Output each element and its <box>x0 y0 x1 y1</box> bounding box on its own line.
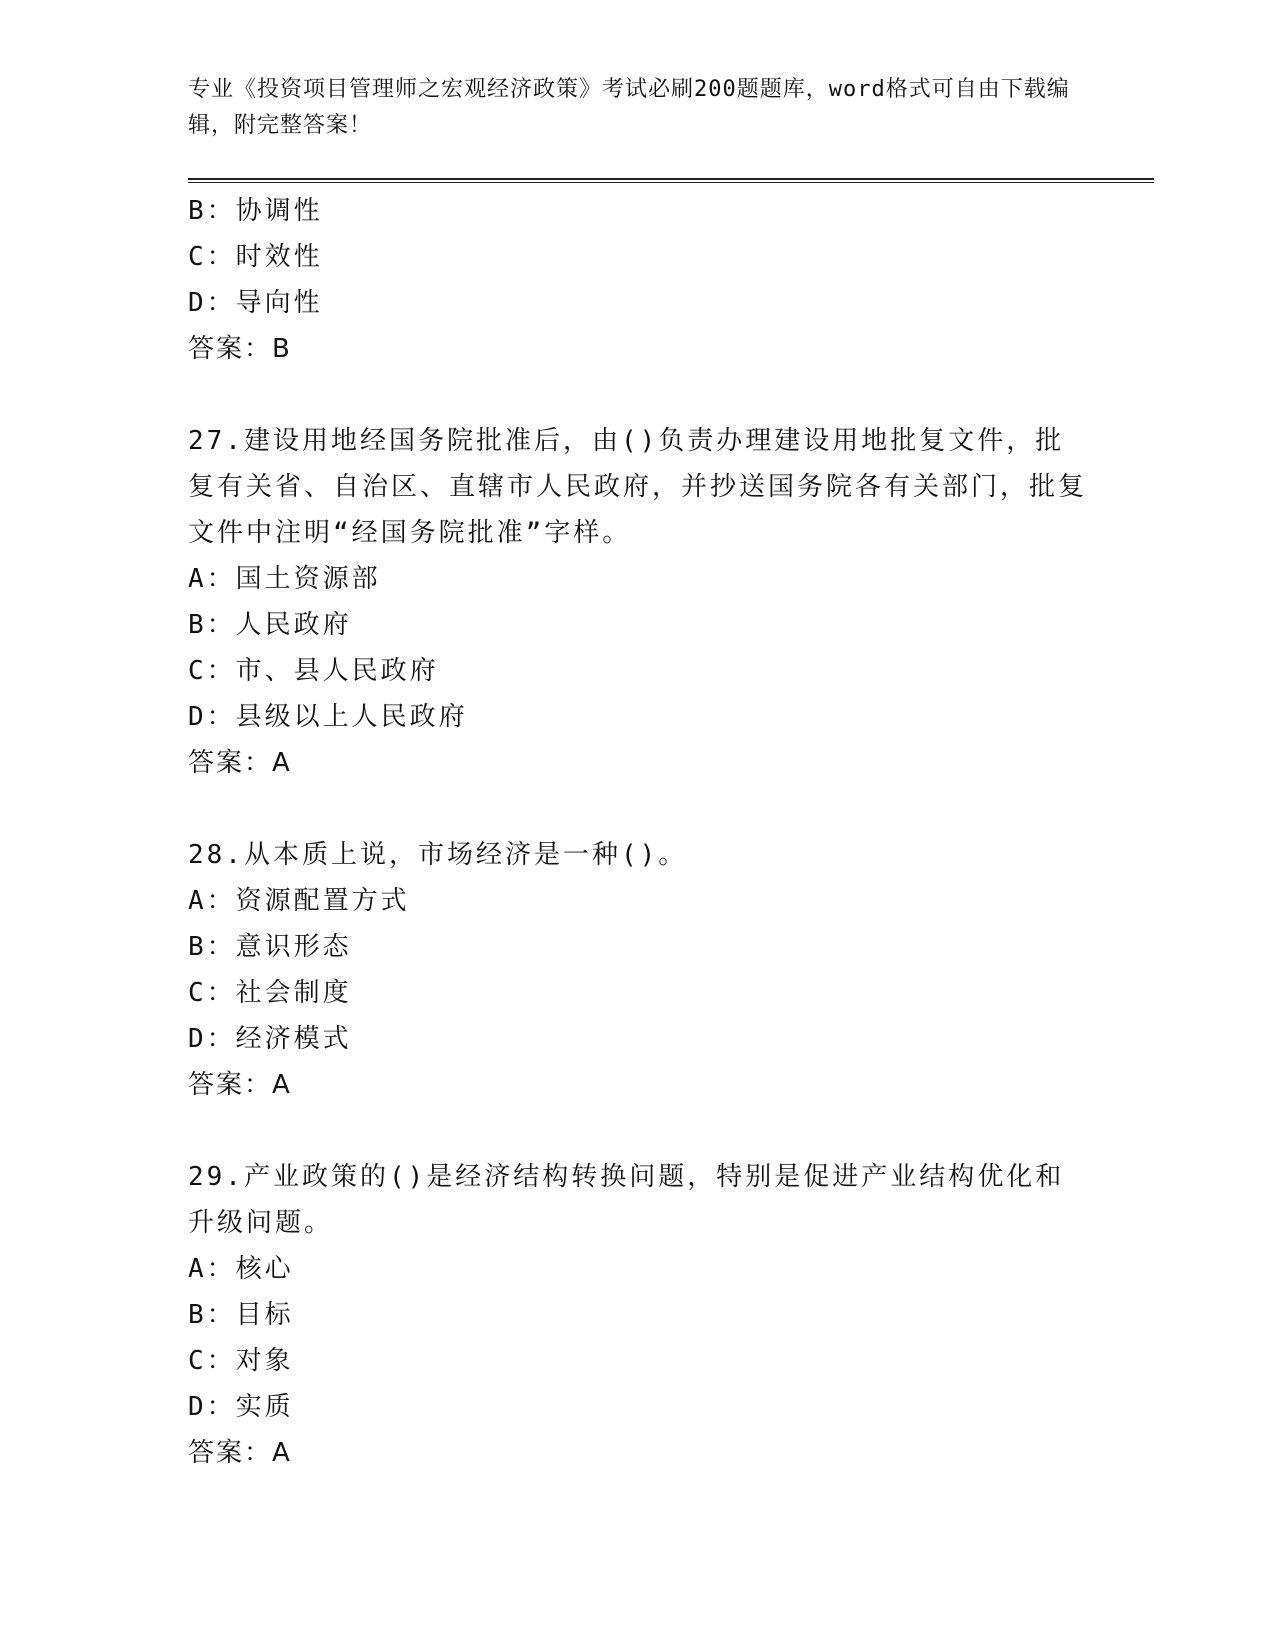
option-d: D：经济模式 <box>188 1024 352 1054</box>
page-header <box>188 72 1088 144</box>
option-b: B：协调性 <box>188 196 323 226</box>
option-c: C：社会制度 <box>188 978 352 1008</box>
option-c: C：时效性 <box>188 242 323 272</box>
question-28 <box>188 832 1088 1108</box>
option-b: B：意识形态 <box>188 932 352 962</box>
option-a: A：核心 <box>188 1254 294 1284</box>
option-b: B：人民政府 <box>188 610 352 640</box>
question-stem: 27.建设用地经国务院批准后，由()负责办理建设用地批复文件，批复有关省、自治区、直辖市人民政府，并抄送国务院各有关部门，批复文件中注明“经国务院批准”字样。 <box>188 426 1088 548</box>
question-27 <box>188 418 1088 786</box>
option-d: D：导向性 <box>188 288 323 318</box>
option-c: C：市、县人民政府 <box>188 656 439 686</box>
option-d: D：实质 <box>188 1392 294 1422</box>
question-stem: 29.产业政策的()是经济结构转换问题，特别是促进产业结构优化和升级问题。 <box>188 1162 1065 1238</box>
question-29 <box>188 1154 1088 1476</box>
document-body <box>188 188 1088 1476</box>
answer-line: 答案：B <box>188 334 292 364</box>
option-a: A：国土资源部 <box>188 564 381 594</box>
option-a: A：资源配置方式 <box>188 886 410 916</box>
option-b: B：目标 <box>188 1300 294 1330</box>
answer-line: 答案：A <box>188 748 292 778</box>
option-d: D：县级以上人民政府 <box>188 702 468 732</box>
carryover-question <box>188 188 1088 372</box>
answer-line: 答案：A <box>188 1070 292 1100</box>
option-c: C：对象 <box>188 1346 294 1376</box>
answer-line: 答案：A <box>188 1438 292 1468</box>
document-title: 专业《投资项目管理师之宏观经济政策》考试必刷200题题库，word格式可自由下载编辑，附完整答案！ <box>188 77 1070 138</box>
question-stem: 28.从本质上说，市场经济是一种()。 <box>188 840 688 870</box>
header-divider <box>188 178 1154 183</box>
